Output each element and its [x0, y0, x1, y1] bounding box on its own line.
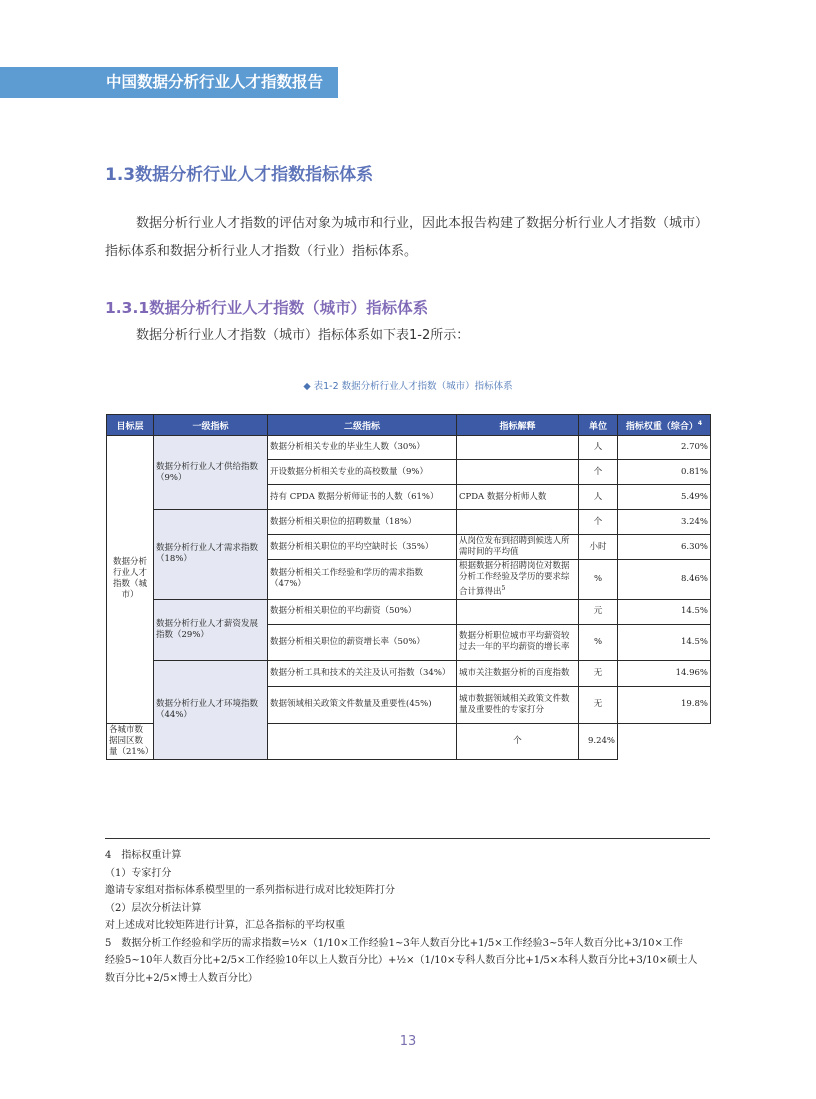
- footnote-divider: [105, 838, 710, 839]
- weight-cell: 3.24%: [618, 510, 711, 535]
- header-target: 目标层: [107, 415, 154, 436]
- header-unit: 单位: [579, 415, 618, 436]
- report-title: 中国数据分析行业人才指数报告: [106, 73, 324, 91]
- unit-cell: 个: [579, 510, 618, 535]
- footnote-line: 邀请专家组对指标体系模型里的一系列指标进行成对比较矩阵打分: [105, 885, 395, 896]
- level2-cell: 数据分析相关职位的平均空缺时长（35%）: [268, 535, 457, 560]
- header-weight-label: 指标权重（综合）: [625, 421, 698, 432]
- explain-cell: [457, 510, 579, 535]
- unit-cell: 无: [579, 660, 618, 686]
- footnotes: [105, 847, 715, 987]
- explain-cell: [457, 436, 579, 460]
- weight-cell: 14.96%: [618, 660, 711, 686]
- level1-cell: 数据分析行业人才薪资发展指数（29%）: [154, 599, 268, 660]
- header-weight: [618, 415, 711, 436]
- footnote-line: 对上述成对比较矩阵进行计算，汇总各指标的平均权重: [105, 920, 345, 931]
- report-header-band: [0, 67, 338, 98]
- level2-cell: 开设数据分析相关专业的高校数量（9%）: [268, 460, 457, 485]
- footnote-line: 5 数据分析工作经验和学历的需求指数=½×（1/10×工作经验1~3年人数百分比+1/5×工作经验3~5年人数百分比+3/10×工作: [105, 937, 683, 949]
- level2-cell: 数据分析工具和技术的关注及认可指数（34%）: [268, 660, 457, 686]
- weight-cell: 19.8%: [618, 686, 711, 723]
- footnote-line: （1）专家打分: [105, 867, 172, 879]
- weight-cell: 9.24%: [579, 723, 618, 759]
- unit-cell: %: [579, 560, 618, 600]
- table-row: [107, 510, 711, 535]
- unit-cell: 人: [579, 436, 618, 460]
- unit-cell: 人: [579, 485, 618, 510]
- explain-cell: 从岗位发布到招聘到候选人所需时间的平均值: [457, 535, 579, 560]
- unit-cell: 个: [457, 723, 579, 759]
- unit-cell: 元: [579, 599, 618, 624]
- level2-cell: 数据分析相关职位的薪资增长率（50%）: [268, 624, 457, 660]
- weight-cell: 0.81%: [618, 460, 711, 485]
- unit-cell: 小时: [579, 535, 618, 560]
- footnote-line: 4 指标权重计算: [105, 850, 182, 861]
- target-cell: 数据分析行业人才指数（城市）: [107, 436, 154, 724]
- weight-cell: 2.70%: [618, 436, 711, 460]
- unit-cell: %: [579, 624, 618, 660]
- weight-cell: 8.46%: [618, 560, 711, 600]
- level2-cell: 数据分析相关专业的毕业生人数（30%）: [268, 436, 457, 460]
- explain-cell: 城市数据领域相关政策文件数量及重要性的专家打分: [457, 686, 579, 723]
- subsection-heading: 1.3.1数据分析行业人才指数（城市）指标体系: [105, 299, 429, 317]
- explain-cell: 城市关注数据分析的百度指数: [457, 660, 579, 686]
- footnote-line: 数百分比+2/5×博士人数百分比）: [105, 972, 258, 984]
- explain-cell: [457, 599, 579, 624]
- footnote-line: （2）层次分析法计算: [105, 902, 202, 914]
- level1-cell: 数据分析行业人才需求指数（18%）: [154, 510, 268, 600]
- paragraph-line-2: 指标体系和数据分析行业人才指数（行业）指标体系。: [105, 244, 418, 259]
- unit-cell: 无: [579, 686, 618, 723]
- explain-footnote: 5: [501, 585, 506, 592]
- table-row: [107, 660, 711, 686]
- table-row: [107, 436, 711, 460]
- header-level1: 一级指标: [154, 415, 268, 436]
- level2-cell: 数据分析相关职位的招聘数量（18%）: [268, 510, 457, 535]
- header-explain: 指标解释: [457, 415, 579, 436]
- explain-cell: CPDA 数据分析师人数: [457, 485, 579, 510]
- explain-cell: 数据分析职位城市平均薪资较过去一年的平均薪资的增长率: [457, 624, 579, 660]
- table-caption: ◆ 表1-2 数据分析行业人才指数（城市）指标体系: [303, 381, 513, 392]
- page-number: 13: [399, 1034, 417, 1049]
- level2-cell: 数据分析相关工作经验和学历的需求指数（47%）: [268, 560, 457, 600]
- level2-cell: 数据领域相关政策文件数量及重要性(45%): [268, 686, 457, 723]
- weight-cell: 6.30%: [618, 535, 711, 560]
- indicator-table: [106, 414, 711, 760]
- subsection-intro: 数据分析行业人才指数（城市）指标体系如下表1-2所示：: [136, 328, 470, 343]
- weight-cell: 14.5%: [618, 624, 711, 660]
- level1-cell: 数据分析行业人才供给指数（9%）: [154, 436, 268, 510]
- paragraph-line-1: 数据分析行业人才指数的评估对象为城市和行业，因此本报告构建了数据分析行业人才指数（城市）: [136, 216, 709, 231]
- footnote-line: 经验5~10年人数百分比+2/5×工作经验10年以上人数百分比）+½×（1/10×专科人数百分比+1/5×本科人数百分比+3/10×硕士人: [105, 955, 698, 966]
- level2-cell: 数据分析相关职位的平均薪资（50%）: [268, 599, 457, 624]
- section-paragraph: [105, 210, 713, 266]
- header-weight-footnote: 4: [697, 419, 703, 427]
- header-level2: 二级指标: [268, 415, 457, 436]
- level2-cell: 各城市数据园区数量（21%）: [107, 723, 154, 759]
- explain-cell: [457, 560, 579, 600]
- explain-text: 根据数据分析招聘岗位对数据分析工作经验及学历的要求综合计算得出: [459, 561, 570, 597]
- level1-cell: 数据分析行业人才环境指数（44%）: [154, 660, 268, 759]
- table-header-row: [107, 415, 711, 436]
- explain-cell: [457, 460, 579, 485]
- table-row: [107, 599, 711, 624]
- weight-cell: 5.49%: [618, 485, 711, 510]
- section-heading: 1.3数据分析行业人才指数指标体系: [105, 165, 374, 185]
- level2-cell: 持有 CPDA 数据分析师证书的人数（61%）: [268, 485, 457, 510]
- explain-cell: [268, 723, 457, 759]
- unit-cell: 个: [579, 460, 618, 485]
- weight-cell: 14.5%: [618, 599, 711, 624]
